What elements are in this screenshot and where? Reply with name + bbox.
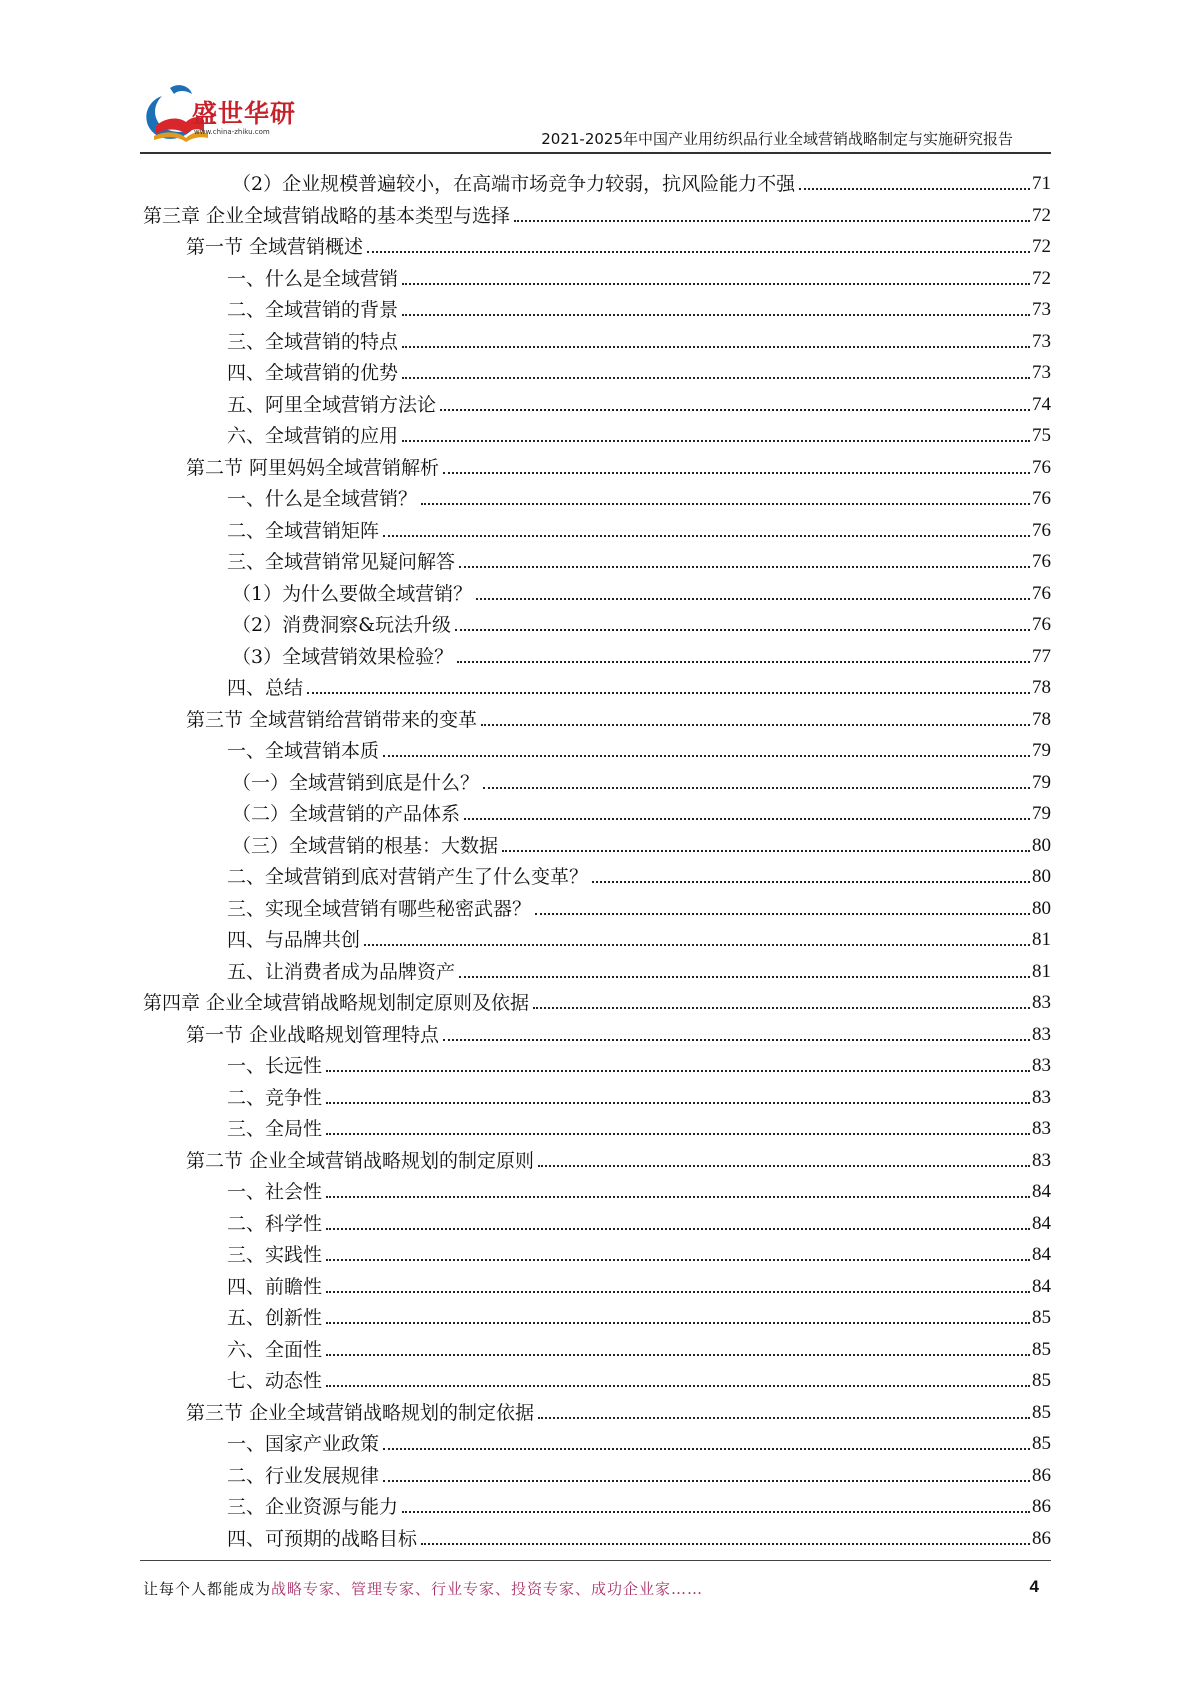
toc-entry-page: 79 xyxy=(1032,771,1051,793)
toc-entry-label: （2）企业规模普遍较小，在高端市场竞争力较弱，抗风险能力不强 xyxy=(232,173,796,195)
toc-leader-dots xyxy=(307,692,1030,694)
toc-leader-dots xyxy=(326,1228,1030,1230)
toc-entry-label: 四、可预期的战略目标 xyxy=(227,1527,418,1550)
toc-entry-page: 74 xyxy=(1032,393,1051,415)
toc-leader-dots xyxy=(326,1354,1030,1356)
toc-entry-label: 一、国家产业政策 xyxy=(227,1433,380,1455)
toc-entry-label: 一、什么是全域营销 xyxy=(227,267,399,290)
toc-entry[interactable] xyxy=(227,1172,1051,1203)
toc-leader-dots xyxy=(367,251,1030,253)
toc-leader-dots xyxy=(799,188,1030,190)
toc-entry-label: 四、与品牌共创 xyxy=(227,929,361,951)
header-divider xyxy=(140,152,1051,154)
toc-entry-label: 二、全域营销的背景 xyxy=(227,299,399,321)
logo-url: www.china-zhiku.com xyxy=(194,128,270,136)
toc-entry[interactable] xyxy=(227,1424,1051,1455)
toc-entry[interactable] xyxy=(227,1298,1051,1329)
toc-entry[interactable] xyxy=(186,448,1051,479)
toc-entry-label: 六、全域营销的应用 xyxy=(227,425,399,447)
toc-entry-page: 79 xyxy=(1032,803,1051,824)
toc-entry[interactable] xyxy=(227,259,1051,290)
toc-entry-page: 83 xyxy=(1032,1023,1051,1045)
toc-entry-label: 六、全面性 xyxy=(227,1338,323,1361)
footer-slogan xyxy=(143,1578,703,1599)
toc-entry[interactable] xyxy=(227,952,1051,983)
toc-leader-dots xyxy=(383,1480,1030,1482)
toc-entry-label: 三、企业资源与能力 xyxy=(227,1496,399,1518)
toc-entry-page: 76 xyxy=(1032,582,1051,604)
toc-entry-page: 83 xyxy=(1032,1118,1051,1139)
toc-entry-label: 第二节 阿里妈妈全域营销解析 xyxy=(186,456,440,479)
toc-entry-page: 76 xyxy=(1032,614,1051,635)
toc-entry-label: 五、阿里全域营销方法论 xyxy=(227,393,437,416)
toc-entry[interactable] xyxy=(186,227,1051,258)
toc-entry-label: 一、什么是全域营销？ xyxy=(227,488,418,510)
toc-entry-label: 二、竞争性 xyxy=(227,1086,323,1109)
toc-entry-page: 86 xyxy=(1032,1527,1051,1549)
toc-entry-page: 84 xyxy=(1032,1275,1051,1297)
toc-entry-page: 71 xyxy=(1032,173,1051,194)
toc-entry-page: 76 xyxy=(1032,551,1051,572)
toc-entry[interactable] xyxy=(186,1015,1051,1046)
toc-entry[interactable] xyxy=(227,1046,1051,1077)
toc-leader-dots xyxy=(464,818,1030,820)
toc-entry[interactable] xyxy=(227,322,1051,353)
toc-entry-page: 80 xyxy=(1032,897,1051,919)
footer-divider xyxy=(140,1560,1051,1561)
toc-entry-label: 第二节 企业全域营销战略规划的制定原则 xyxy=(186,1149,535,1172)
toc-leader-dots xyxy=(402,1511,1030,1513)
toc-entry-label: 四、总结 xyxy=(227,677,304,699)
toc-entry[interactable] xyxy=(227,385,1051,416)
toc-leader-dots xyxy=(538,1417,1030,1419)
toc-leader-dots xyxy=(326,1259,1030,1261)
toc-leader-dots xyxy=(326,1196,1030,1198)
toc-leader-dots xyxy=(592,881,1030,883)
toc-entry-label: 第一节 全域营销概述 xyxy=(186,236,364,258)
toc-entry-page: 81 xyxy=(1032,960,1051,982)
toc-entry-label: 第三章 企业全域营销战略的基本类型与选择 xyxy=(143,204,511,227)
toc-leader-dots xyxy=(538,1165,1030,1167)
toc-entry-label: 二、科学性 xyxy=(227,1212,323,1235)
toc-entry[interactable] xyxy=(227,1109,1051,1140)
toc-entry[interactable] xyxy=(227,416,1051,447)
toc-entry-page: 83 xyxy=(1032,1086,1051,1108)
toc-entry-label: 四、前瞻性 xyxy=(227,1275,323,1298)
toc-entry-page: 77 xyxy=(1032,645,1051,667)
toc-entry-label: 四、全域营销的优势 xyxy=(227,362,399,384)
toc-entry-page: 84 xyxy=(1032,1244,1051,1265)
toc-entry-label: 三、实现全域营销有哪些秘密武器？ xyxy=(227,897,532,920)
toc-entry-label: 第四章 企业全域营销战略规划制定原则及依据 xyxy=(143,992,530,1014)
logo-name: 盛世华研 xyxy=(192,99,297,128)
toc-entry-page: 80 xyxy=(1032,866,1051,887)
toc-entry-page: 85 xyxy=(1032,1370,1051,1391)
toc-entry-page: 83 xyxy=(1032,1149,1051,1171)
toc-leader-dots xyxy=(421,1543,1030,1545)
toc-entry[interactable] xyxy=(186,1141,1051,1172)
toc-leader-dots xyxy=(476,598,1030,600)
toc-entry-page: 81 xyxy=(1032,929,1051,950)
toc-leader-dots xyxy=(326,1070,1030,1072)
toc-leader-dots xyxy=(535,913,1030,915)
toc-entry[interactable] xyxy=(227,1078,1051,1109)
toc-entry[interactable] xyxy=(227,920,1051,951)
toc-entry[interactable] xyxy=(227,290,1051,321)
toc-entry-page: 72 xyxy=(1032,267,1051,289)
toc-leader-dots xyxy=(440,409,1030,411)
toc-entry-label: 一、全域营销本质 xyxy=(227,740,380,762)
toc-entry-label: 第三节 全域营销给营销带来的变革 xyxy=(186,708,478,731)
toc-leader-dots xyxy=(533,1007,1030,1009)
toc-entry-label: 一、社会性 xyxy=(227,1181,323,1203)
toc-leader-dots xyxy=(326,1291,1030,1293)
toc-leader-dots xyxy=(383,1448,1030,1450)
toc-entry-page: 86 xyxy=(1032,1496,1051,1517)
toc-entry-label: 一、长远性 xyxy=(227,1055,323,1077)
toc-leader-dots xyxy=(326,1322,1030,1324)
toc-entry-label: 三、全局性 xyxy=(227,1118,323,1140)
toc-leader-dots xyxy=(402,346,1030,348)
toc-entry[interactable] xyxy=(186,1393,1051,1424)
toc-entry[interactable] xyxy=(232,605,1051,636)
company-logo xyxy=(140,82,315,150)
footer-slogan-prefix: 让每个人都能成为 xyxy=(143,1580,272,1598)
toc-entry-label: （一）全域营销到底是什么？ xyxy=(232,771,480,794)
toc-entry-page: 85 xyxy=(1032,1433,1051,1454)
toc-entry-label: 二、行业发展规律 xyxy=(227,1464,380,1487)
toc-entry-page: 80 xyxy=(1032,834,1051,856)
toc-entry[interactable] xyxy=(227,731,1051,762)
toc-entry-label: 第三节 企业全域营销战略规划的制定依据 xyxy=(186,1401,535,1424)
toc-entry[interactable] xyxy=(143,983,1051,1014)
toc-entry-label: 三、实践性 xyxy=(227,1244,323,1266)
toc-entry-page: 84 xyxy=(1032,1181,1051,1202)
toc-leader-dots xyxy=(402,377,1030,379)
toc-entry-label: （3）全域营销效果检验？ xyxy=(232,645,454,668)
toc-leader-dots xyxy=(514,220,1030,222)
toc-entry[interactable] xyxy=(232,763,1051,794)
toc-leader-dots xyxy=(481,724,1030,726)
toc-entry-page: 78 xyxy=(1032,708,1051,730)
toc-entry-page: 78 xyxy=(1032,677,1051,698)
toc-entry-label: 五、让消费者成为品牌资产 xyxy=(227,960,456,983)
toc-entry[interactable] xyxy=(227,857,1051,888)
toc-entry[interactable] xyxy=(227,1235,1051,1266)
toc-leader-dots xyxy=(483,787,1030,789)
toc-entry-page: 76 xyxy=(1032,519,1051,541)
toc-entry-label: （2）消费洞察&玩法升级 xyxy=(232,614,452,636)
toc-leader-dots xyxy=(383,535,1030,537)
toc-entry[interactable] xyxy=(227,1361,1051,1392)
toc-entry[interactable] xyxy=(227,1519,1051,1550)
toc-entry[interactable] xyxy=(227,1267,1051,1298)
toc-entry[interactable] xyxy=(232,826,1051,857)
toc-entry[interactable] xyxy=(227,1456,1051,1487)
toc-leader-dots xyxy=(502,850,1030,852)
toc-entry-page: 85 xyxy=(1032,1307,1051,1328)
toc-entry-label: 二、全域营销到底对营销产生了什么变革？ xyxy=(227,866,589,888)
toc-entry-page: 73 xyxy=(1032,362,1051,383)
toc-entry[interactable] xyxy=(227,1330,1051,1361)
toc-entry[interactable] xyxy=(232,637,1051,668)
toc-entry-page: 75 xyxy=(1032,425,1051,446)
toc-entry[interactable] xyxy=(186,700,1051,731)
toc-leader-dots xyxy=(364,944,1030,946)
toc-entry[interactable] xyxy=(227,1204,1051,1235)
toc-leader-dots xyxy=(457,661,1030,663)
toc-entry-page: 83 xyxy=(1032,1055,1051,1076)
toc-entry-page: 85 xyxy=(1032,1401,1051,1423)
toc-entry-page: 79 xyxy=(1032,740,1051,761)
toc-entry[interactable] xyxy=(227,889,1051,920)
toc-entry-page: 83 xyxy=(1032,992,1051,1013)
toc-leader-dots xyxy=(326,1102,1030,1104)
toc-entry[interactable] xyxy=(143,196,1051,227)
report-title: 2021-2025年中国产业用纺织品行业全域营销战略制定与实施研究报告 xyxy=(541,130,1013,148)
toc-entry-label: 三、全域营销的特点 xyxy=(227,330,399,353)
toc-leader-dots xyxy=(443,472,1030,474)
toc-entry[interactable] xyxy=(232,794,1051,825)
toc-entry-page: 72 xyxy=(1032,204,1051,226)
toc-entry-page: 73 xyxy=(1032,330,1051,352)
toc-leader-dots xyxy=(402,283,1030,285)
toc-entry-page: 73 xyxy=(1032,299,1051,320)
toc-leader-dots xyxy=(459,976,1030,978)
toc-leader-dots xyxy=(402,314,1030,316)
toc-entry-page: 84 xyxy=(1032,1212,1051,1234)
toc-entry-label: 五、创新性 xyxy=(227,1307,323,1329)
toc-entry[interactable] xyxy=(227,1487,1051,1518)
toc-leader-dots xyxy=(443,1039,1030,1041)
footer-slogan-highlight: 战略专家、管理专家、行业专家、投资专家、成功企业家…… xyxy=(271,1580,704,1598)
toc-entry[interactable] xyxy=(227,668,1051,699)
toc-entry-label: 三、全域营销常见疑问解答 xyxy=(227,551,456,573)
page-number: 4 xyxy=(1029,1577,1039,1596)
toc-entry-label: （1）为什么要做全域营销？ xyxy=(232,582,473,605)
toc-leader-dots xyxy=(402,440,1030,442)
toc-entry-page: 76 xyxy=(1032,456,1051,478)
toc-leader-dots xyxy=(326,1133,1030,1135)
toc-leader-dots xyxy=(326,1385,1030,1387)
toc-leader-dots xyxy=(459,566,1030,568)
toc-entry-label: 二、全域营销矩阵 xyxy=(227,519,380,542)
toc-entry[interactable] xyxy=(227,353,1051,384)
toc-entry[interactable] xyxy=(227,511,1051,542)
toc-entry-label: 七、动态性 xyxy=(227,1370,323,1392)
toc-entry-label: 第一节 企业战略规划管理特点 xyxy=(186,1023,440,1046)
toc-entry-label: （三）全域营销的根基：大数据 xyxy=(232,834,499,857)
toc-entry[interactable] xyxy=(227,479,1051,510)
toc-leader-dots xyxy=(421,503,1030,505)
toc-entry[interactable] xyxy=(232,574,1051,605)
toc-entry-page: 72 xyxy=(1032,236,1051,257)
toc-entry-page: 76 xyxy=(1032,488,1051,509)
toc-entry-page: 86 xyxy=(1032,1464,1051,1486)
toc-entry[interactable] xyxy=(227,542,1051,573)
toc-leader-dots xyxy=(383,755,1030,757)
toc-entry-page: 85 xyxy=(1032,1338,1051,1360)
toc-leader-dots xyxy=(455,629,1030,631)
toc-entry-label: （二）全域营销的产品体系 xyxy=(232,803,461,825)
toc-entry[interactable] xyxy=(232,164,1051,195)
